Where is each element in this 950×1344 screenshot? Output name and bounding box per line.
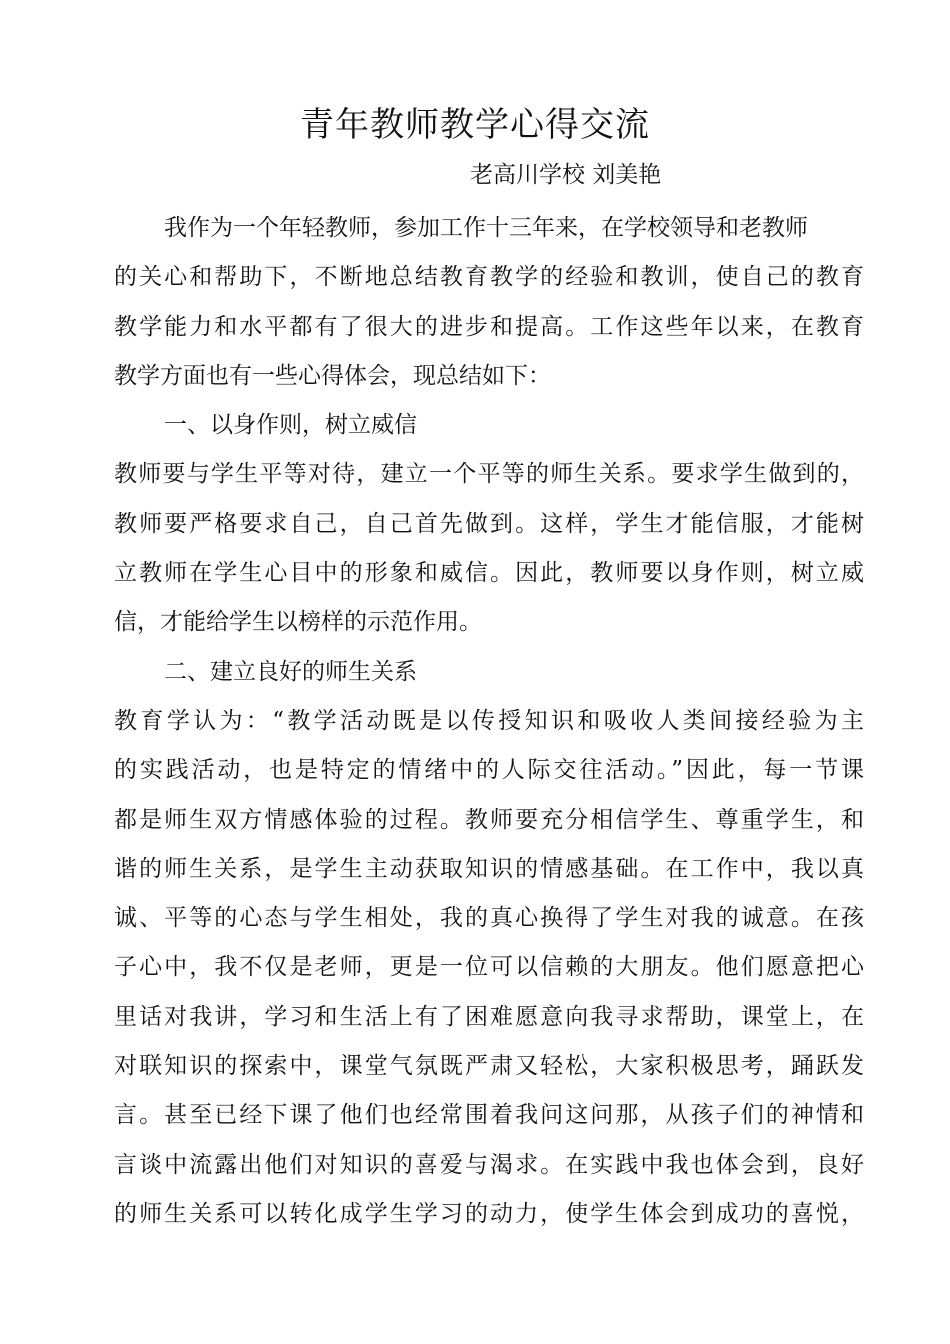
section-heading-2: 二、建立良好的师生关系 bbox=[164, 658, 417, 685]
paragraph-line: 信，才能给学生以榜样的示范作用。 bbox=[114, 609, 482, 636]
paragraph-line: 都是师生双方情感体验的过程。教师要充分相信学生、尊重学生，和 bbox=[114, 806, 864, 833]
paragraph-line: 教师要与学生平等对待，建立一个平等的师生关系。要求学生做到的， bbox=[114, 461, 864, 488]
paragraph-line: 里话对我讲，学习和生活上有了困难愿意向我寻求帮助，课堂上，在 bbox=[114, 1003, 864, 1030]
paragraph-line: 教师要严格要求自己，自己首先做到。这样，学生才能信服，才能树 bbox=[114, 510, 864, 537]
paragraph-line: 我作为一个年轻教师，参加工作十三年来，在学校领导和老教师 bbox=[164, 215, 808, 241]
paragraph-line: 教育学认为：“教学活动既是以传授知识和吸收人类间接经验为主 bbox=[114, 707, 864, 734]
document-body bbox=[114, 204, 864, 1239]
section-heading-1: 一、以身作则，树立威信 bbox=[164, 412, 417, 439]
author-line: 老高川学校 刘美艳 bbox=[470, 162, 662, 188]
paragraph-line: 教学能力和水平都有了很大的进步和提高。工作这些年以来，在教育 bbox=[114, 313, 864, 340]
document-title: 青年教师教学心得交流 bbox=[300, 105, 650, 145]
paragraph-line: 对联知识的探索中，课堂气氛既严肃又轻松，大家积极思考，踊跃发 bbox=[114, 1053, 864, 1080]
paragraph-line: 言。甚至已经下课了他们也经常围着我问这问那，从孩子们的神情和 bbox=[114, 1102, 864, 1129]
paragraph-line: 的关心和帮助下，不断地总结教育教学的经验和教训，使自己的教育 bbox=[114, 264, 864, 291]
paragraph-line: 立教师在学生心目中的形象和威信。因此，教师要以身作则，树立威 bbox=[114, 560, 864, 587]
paragraph-line: 诚、平等的心态与学生相处，我的真心换得了学生对我的诚意。在孩 bbox=[114, 905, 864, 932]
paragraph-line: 教学方面也有一些心得体会，现总结如下： bbox=[114, 362, 551, 389]
paragraph-line: 的师生关系可以转化成学生学习的动力，使学生体会到成功的喜悦， bbox=[114, 1200, 864, 1227]
paragraph-line: 谐的师生关系，是学生主动获取知识的情感基础。在工作中，我以真 bbox=[114, 855, 864, 882]
paragraph-line: 言谈中流露出他们对知识的喜爱与渴求。在实践中我也体会到，良好 bbox=[114, 1151, 864, 1178]
paragraph-line: 的实践活动，也是特定的情绪中的人际交往活动。”因此，每一节课 bbox=[114, 757, 864, 784]
paragraph-line: 子心中，我不仅是老师，更是一位可以信赖的大朋友。他们愿意把心 bbox=[114, 954, 864, 981]
